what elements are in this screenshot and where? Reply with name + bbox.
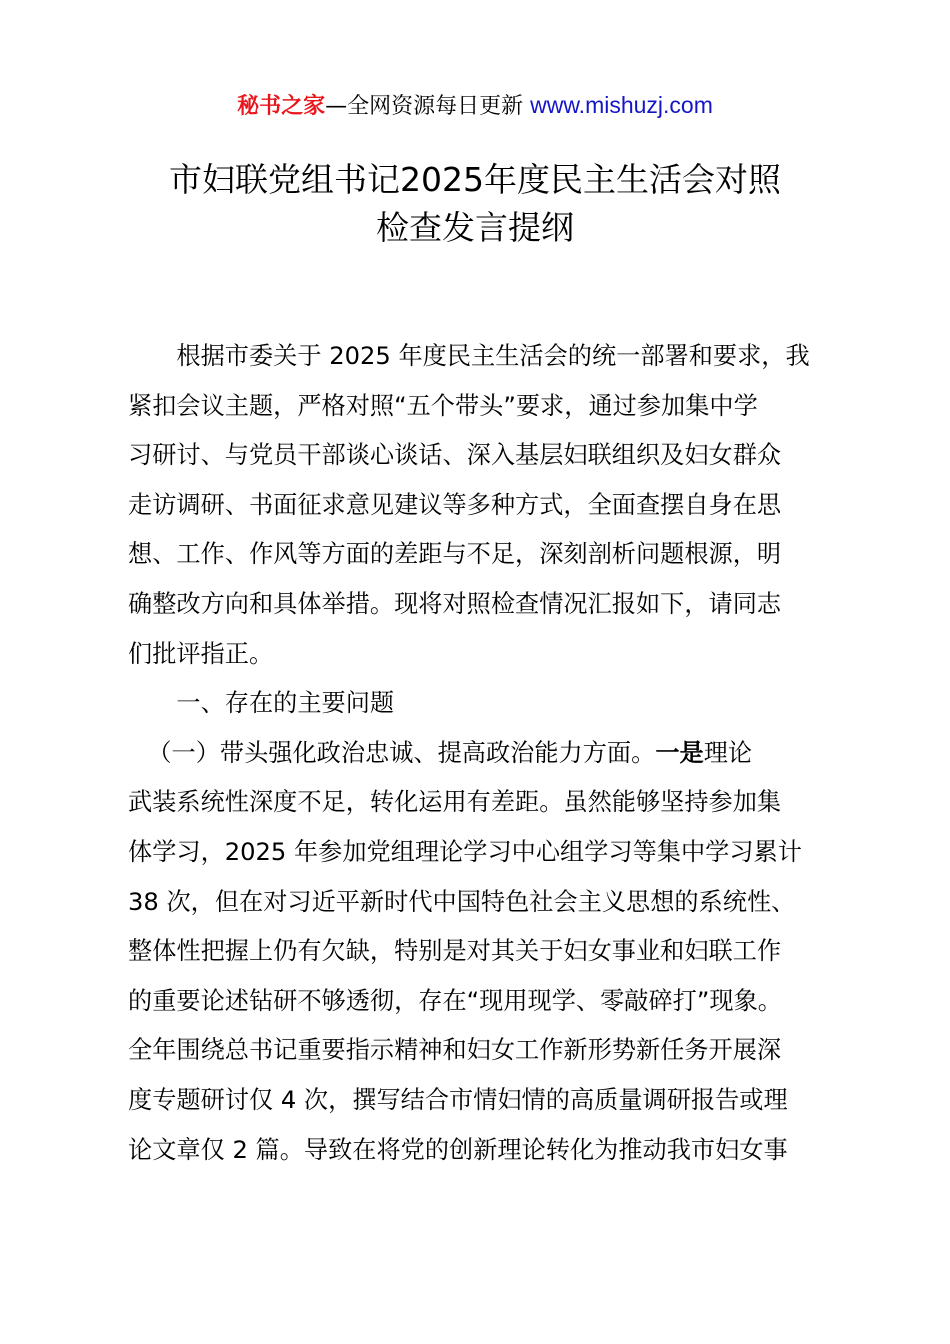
title-line-2: 检查发言提纲: [376, 208, 574, 247]
text-line: 走访调研、书面征求意见建议等多种方式，全面查摆自身在思: [128, 490, 782, 519]
title-line-1: 市妇联党组书记2025年度民主生活会对照: [169, 160, 781, 199]
intro-paragraph: [128, 332, 832, 679]
text-line: 论文章仅 2 篇。导致在将党的创新理论转化为推动我市妇女事: [128, 1135, 788, 1164]
text-line: 的重要论述钻研不够透彻，存在“现用现学、零敲碎打”现象。: [128, 986, 782, 1015]
text-line: 38 次，但在对习近平新时代中国特色社会主义思想的系统性、: [128, 887, 796, 916]
subsection-heading: （一）带头强化政治忠诚、提高政治能力方面。: [147, 738, 656, 767]
bold-lead: 一是: [655, 738, 704, 767]
text-line: 们批评指正。: [128, 639, 274, 668]
text-line: 紧扣会议主题，严格对照“五个带头”要求，通过参加集中学: [128, 391, 758, 420]
text-line: 度专题研讨仅 4 次，撰写结合市情妇情的高质量调研报告或理: [128, 1085, 788, 1114]
section-heading-text: 一、存在的主要问题: [176, 689, 395, 718]
brand-name: 秘书之家: [237, 94, 326, 119]
text-line: 全年围绕总书记重要指示精神和妇女工作新形势新任务开展深: [128, 1036, 782, 1065]
text-line: 武装系统性深度不足，转化运用有差距。虽然能够坚持参加集: [128, 788, 782, 817]
banner-slogan: —全网资源每日更新: [325, 94, 524, 119]
subsection-first-line: [128, 729, 832, 779]
document-body: [128, 332, 832, 1175]
text-line: 体学习，2025 年参加党组理论学习中心组学习等集中学习累计: [128, 837, 802, 866]
text-line: 想、工作、作风等方面的差距与不足，深刻剖析问题根源，明: [128, 540, 782, 569]
text-line: 整体性把握上仍有欠缺，特别是对其关于妇女事业和妇联工作: [128, 937, 782, 966]
text-line: 确整改方向和具体举措。现将对照检查情况汇报如下，请同志: [128, 589, 782, 618]
text-line: 根据市委关于 2025 年度民主生活会的统一部署和要求，我: [176, 342, 810, 370]
subsection-paragraph: [128, 729, 832, 1175]
site-banner: [0, 88, 950, 124]
site-link[interactable]: www.mishuzj.com: [530, 92, 713, 118]
section-heading: [128, 679, 832, 729]
text-line: 习研讨、与党员干部谈心谈话、深入基层妇联组织及妇女群众: [128, 441, 782, 470]
first-line-tail: 理论: [703, 738, 753, 767]
document-title: [0, 156, 950, 252]
